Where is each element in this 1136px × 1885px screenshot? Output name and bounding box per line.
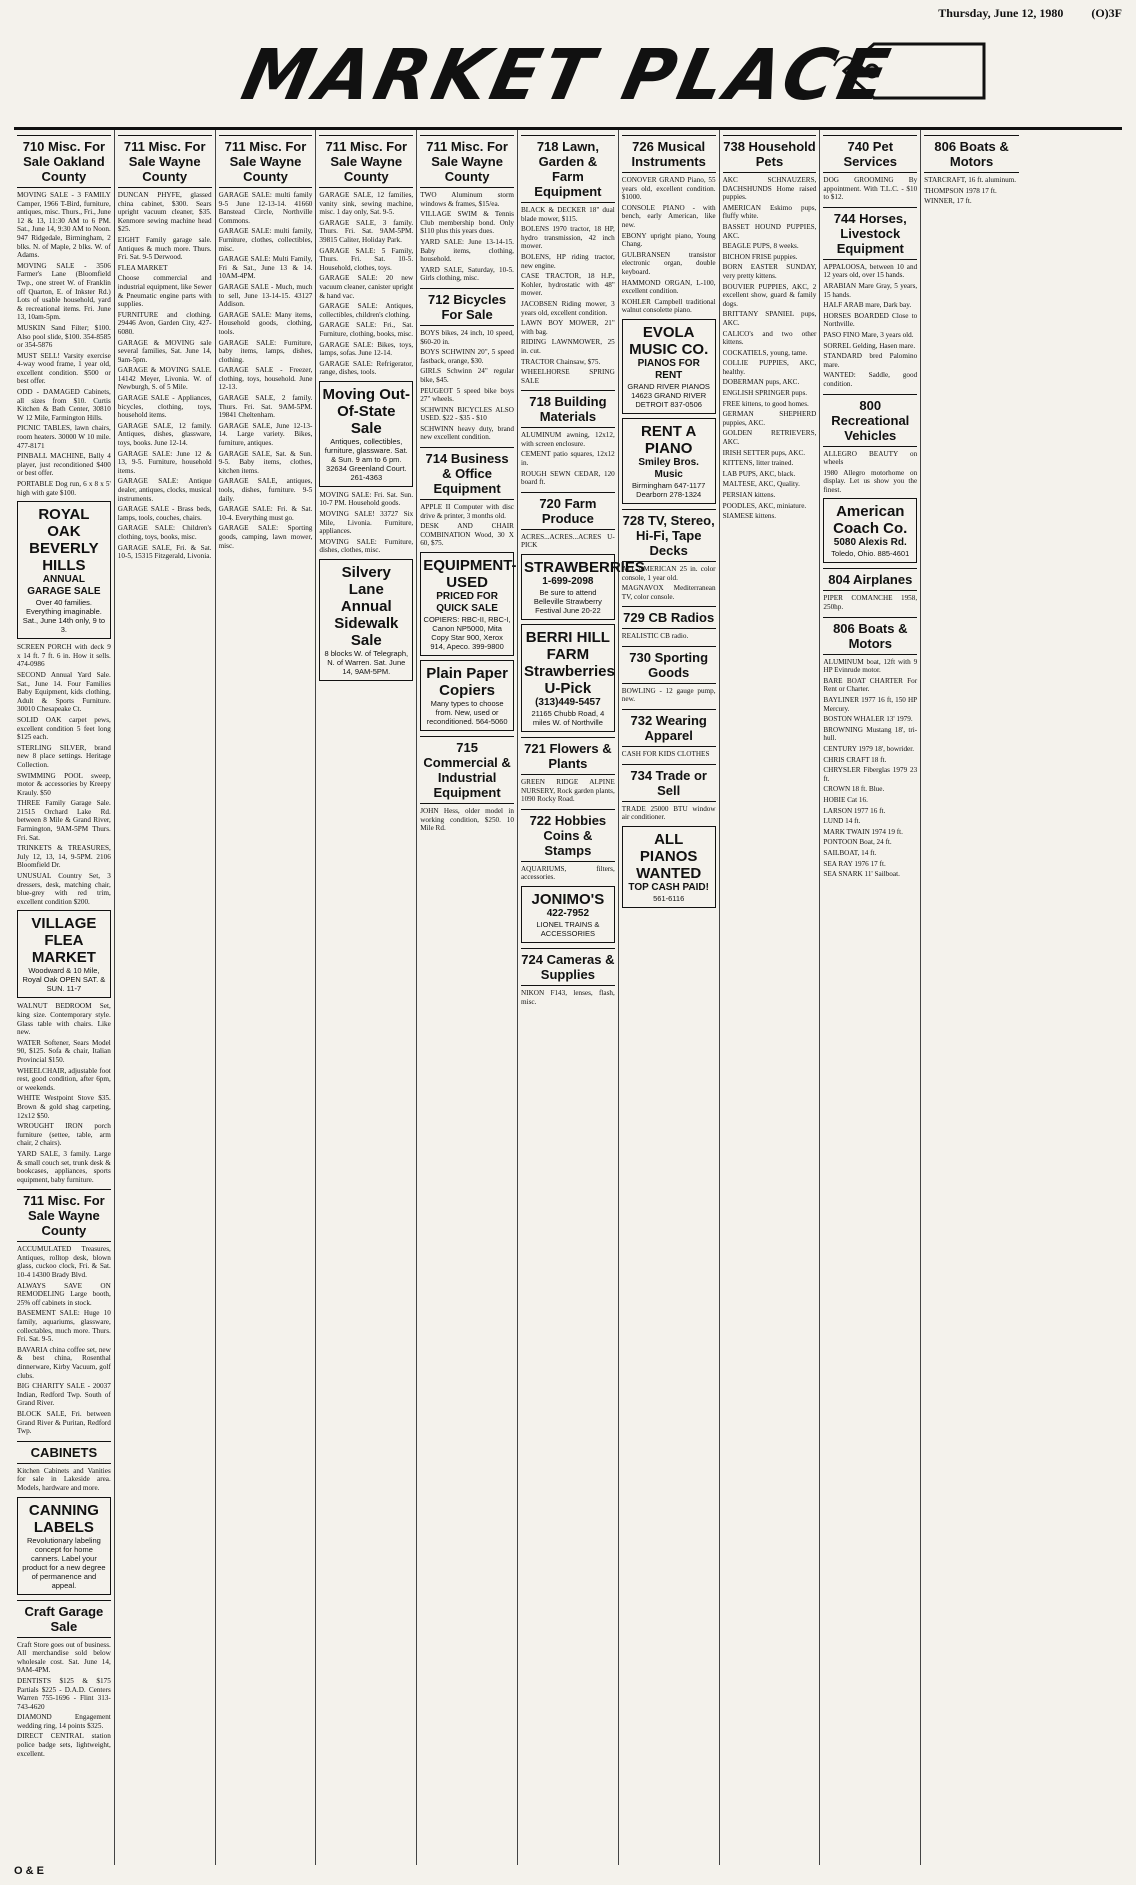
classified-ad: IRISH SETTER pups, AKC.	[722, 448, 806, 457]
classified-ad: PICNIC TABLES, lawn chairs, room heaters. 30000 W 10 mile. 477-8171	[17, 424, 111, 450]
classified-ad: GARAGE SALE: Children's clothing, toys, books, misc.	[117, 524, 212, 541]
classified-ad: MOVING SALE! 33727 Six Mile, Livonia. Furniture, appliances.	[319, 510, 414, 536]
classified-ad: SWIMMING POOL sweep, motor & accessories by Kreepy Krauly. $50	[17, 771, 111, 797]
section-header: 806 Boats & Motors	[823, 617, 917, 655]
column-1	[14, 130, 115, 1865]
classified-ad: APPLE II Computer with disc drive & printer, 3 months old.	[420, 503, 514, 520]
display-ad-med: (313)449-5457	[535, 697, 601, 709]
classified-ad: GOLDEN RETRIEVERS, AKC.	[722, 429, 817, 447]
classified-ad: GARAGE SALE: Sporting goods, camping, lawn mower, misc.	[218, 524, 313, 550]
classified-ad: CROWN 18 ft. Blue.	[823, 785, 885, 794]
classified-ad: GARAGE SALE, Fri. & Sat. 10-5, 15315 Fitzgerald, Livonia.	[117, 543, 212, 561]
classified-ad: THREE Family Garage Sale. 21515 Orchard Lake Rd. between 8 Mile & Grand River, Farmington, 9AM-5PM Thurs. Fri. Sat.	[17, 799, 111, 842]
classified-ad: ROUGH SEWN CEDAR, 120 board ft.	[520, 469, 615, 487]
classified-ad: WROUGHT IRON porch furniture (settee, table, arm chair, 2 chairs).	[17, 1122, 111, 1148]
classified-ad: BOSTON WHALER 13' 1979.	[823, 715, 913, 724]
classified-ad: GARAGE SALE: 5 Family, Thurs. Fri. Sat. 10-5. Household, clothes, toys.	[319, 246, 414, 272]
classified-ad: GARAGE SALE: Bikes, toys, lamps, sofas. June 12-14.	[319, 340, 414, 358]
section-header: 711 Misc. For Sale Wayne County	[319, 135, 413, 188]
classified-ad: GARAGE SALE: Fri., Sat. Furniture, clothing, books, misc.	[319, 321, 414, 338]
display-ad-sm: 561-6116	[653, 893, 685, 903]
display-ad-sm: 21165 Chubb Road, 4 miles W. of Northville	[531, 709, 605, 728]
classified-ad: MUST SELL! Varsity exercise 4-way wood frame, 1 year old, excellent condition. $500 or best offer.	[17, 351, 111, 386]
classified-ad: BRITTANY SPANIEL pups, AKC.	[722, 310, 817, 327]
price-tag-icon	[834, 36, 994, 106]
classified-ad: DIRECT CENTRAL station police badge sets, lightweight, excellent.	[17, 1732, 111, 1758]
classified-ad: MOVING SALE - 3 FAMILY Camper, 1966 T-Bird, furniture, antiques, misc. Thurs., Fri., June 12 & 13, 11:30 AM to 6 PM. Sat., June 14, 9:30 AM to Noon. 947 Ridgedale, Birmingham, 2 blks. N. of Maple, 2 blks. W. of Adams.	[17, 191, 111, 260]
classified-ad: GARAGE SALE: Many items, Household goods, clothing, tools.	[218, 310, 313, 336]
display-ad-big: Silvery Lane Annual Sidewalk Sale	[334, 564, 399, 650]
classified-ad: TWO Aluminum storm windows & frames, $15/ea.	[420, 191, 514, 208]
display-ad-big: STRAWBERRIES	[523, 559, 645, 577]
display-ad-big: American Coach Co.	[833, 503, 908, 538]
classified-ad: WHEELHORSE SPRING SALE	[520, 368, 615, 385]
classified-ad: BOWLING - 12 gauge pump, new.	[621, 686, 716, 704]
classified-ad: CENTURY 1979 18', bowrider.	[823, 745, 915, 753]
column-9	[820, 130, 921, 1865]
display-ad-box	[622, 319, 716, 414]
classified-ad: GARAGE SALE - Appliances, bicycles, clothing, toys, household items.	[117, 394, 212, 420]
display-ad-sm: Antiques, collectibles, furniture, glassware. Sat. & Sun. 9 am to 6 pm. 32634 Greenland Court. 261-4363	[324, 436, 408, 482]
classified-ad: PASO FINO Mare, 3 years old.	[823, 330, 914, 339]
display-ad-med: 5080 Alexis Rd.	[833, 537, 907, 549]
classified-ad: BASEMENT SALE: Huge 10 family, aquariums, glassware, collectables, much more. Thurs. Fri. Sat. 9-5.	[17, 1309, 111, 1344]
column-8	[720, 130, 821, 1865]
classified-ad: GARAGE SALE: 20 new vacuum cleaner, canister upright & hand vac.	[319, 274, 414, 300]
classified-ad: BIG CHARITY SALE - 20037 Indian, Redford Twp. South of Grand River.	[17, 1382, 111, 1408]
classified-ad: PORTABLE Dog run, 6 x 8 x 5' high with gate $100.	[17, 480, 111, 497]
classified-ad: BLOCK SALE, Fri. between Grand River & Puritan, Redford Twp.	[17, 1409, 111, 1436]
classified-ad: GARAGE SALE, antiques, tools, dishes, furniture. 9-5 daily.	[218, 477, 313, 503]
classified-ad: ACRES...ACRES...ACRES U-PICK	[520, 532, 615, 550]
classified-ad: GARAGE SALE: Furniture, baby items, lamps, dishes, clothing.	[218, 338, 313, 364]
classified-ad: ALL-AMERICAN 25 in. color console, 1 year old.	[621, 564, 716, 582]
classified-ad: ARABIAN Mare Gray, 5 years, 15 hands.	[823, 281, 918, 299]
classified-ad: LARSON 1977 16 ft.	[823, 806, 886, 815]
classified-ad: MALTESE, AKC, Quality.	[722, 480, 800, 489]
classified-ad: SOLID OAK carpet pews, excellent condition 5 feet long $125 each.	[17, 715, 111, 742]
section-header: 720 Farm Produce	[521, 492, 615, 530]
classified-ad: HOBIE Cat 16.	[823, 795, 868, 804]
display-ad-big: RENT A PIANO	[641, 422, 697, 457]
classified-ad: EBONY upright piano, Young Chang.	[621, 231, 716, 249]
display-ad-med: ANNUAL GARAGE SALE	[27, 574, 101, 598]
display-ad-box	[521, 624, 615, 732]
classified-ad: CASE TRACTOR, 18 H.P., Kohler, hydrostatic with 48" mower.	[520, 272, 615, 298]
display-ad-sm: Birmingham 647-1177 Dearborn 278-1324	[632, 480, 706, 499]
section-header: 711 Misc. For Sale Wayne County	[219, 135, 313, 188]
classified-ad: GARAGE SALE, 2 family. Thurs. Fri. Sat. 9AM-5PM. 19841 Cheltenham.	[218, 394, 313, 420]
classified-ad: SIAMESE kittens.	[722, 512, 777, 521]
classified-ad: APPALOOSA, between 10 and 12 years old, over 15 hands.	[823, 262, 918, 280]
classified-ad: RIDING LAWNMOWER, 25 in. cut.	[520, 338, 615, 355]
display-ad-big: VILLAGE FLEA MARKET	[31, 915, 97, 967]
display-ad-box	[420, 660, 514, 731]
masthead-title: MARKET PLACE	[235, 33, 901, 116]
classified-ad: GARAGE SALE: Multi Family, Fri & Sat., June 13 & 14. 10AM-4PM.	[218, 255, 313, 281]
classified-ad: CONOVER GRAND Piano, 55 years old, excellent condition. $1000.	[621, 176, 716, 202]
classified-ad: PERSIAN kittens.	[722, 491, 776, 499]
classified-ad: YARD SALE, 3 family. Large & small couch set, trunk desk & bookcases, appliances, sports equipment, baby furniture.	[17, 1149, 111, 1184]
section-header: 712 Bicycles For Sale	[420, 288, 514, 326]
classified-ad: ALUMINUM awning, 12x12, with screen enclosure.	[520, 431, 615, 448]
classified-ad: WANTED: Saddle, good condition.	[823, 371, 918, 388]
display-ad-sm: Be sure to attend Belleville Strawberry Festival June 20-22	[533, 588, 602, 616]
display-ad-box	[521, 886, 615, 943]
classified-ad: VILLAGE SWIM & Tennis Club membership bond. Only $110 plus this years dues.	[420, 210, 514, 236]
column-5	[417, 130, 518, 1865]
classified-ad: KOHLER Campbell traditional walnut consolette piano.	[621, 297, 716, 315]
display-ad-big: Plain Paper Copiers	[426, 665, 508, 700]
display-ad-sm: COPIERS: RBC-II, RBC-I, Canon NP5000, Mita Copy Star 900, Xerox 914, Apeco. 399-9800	[423, 615, 511, 652]
classified-ad: GARAGE SALE: multi family, Furniture, clothes, collectibles, misc.	[218, 227, 313, 253]
section-header: 804 Airplanes	[823, 568, 917, 591]
classified-ad: STERLING SILVER, brand new 8 place settings. Heritage Collection.	[17, 743, 111, 769]
classified-ad: ALLEGRO BEAUTY on wheels	[823, 449, 918, 467]
classified-ad: CALICO's and two other kittens.	[722, 329, 817, 347]
classified-ad: AMERICAN Eskimo pups, fluffy white.	[722, 203, 817, 221]
display-ad-big: ALL PIANOS WANTED	[636, 830, 702, 882]
display-ad-med: PRICED FOR QUICK SALE	[436, 591, 498, 615]
classified-ad: AQUARIUMS, filters, accessories.	[520, 864, 615, 882]
classified-ad: TRINKETS & TREASURES, July 12, 13, 14, 9-5PM. 2106 Bloomfield Dr.	[17, 844, 111, 870]
classified-ad: MARK TWAIN 1974 19 ft.	[823, 827, 903, 836]
display-ad-med: 422-7952	[546, 908, 590, 919]
classified-columns	[14, 130, 1122, 1865]
classified-ad: GARAGE SALE: Fri. & Sat. 10-4. Everything must go.	[218, 505, 313, 522]
classified-ad: GERMAN SHEPHERD puppies, AKC.	[722, 410, 817, 427]
classified-ad: BOYS SCHWINN 20", 5 speed fastback, orange, $30.	[420, 348, 514, 365]
section-header: 740 Pet Services	[823, 135, 917, 173]
top-line	[14, 6, 1122, 22]
classified-ad: STARCRAFT, 16 ft. aluminum.	[924, 176, 1017, 184]
display-ad-big: ROYAL OAK BEVERLY HILLS	[29, 506, 99, 575]
classified-ad: WALNUT BEDROOM Set, king size. Contemporary style. Glass table with chairs. Like new.	[17, 1002, 111, 1037]
display-ad-box	[17, 501, 111, 639]
classified-ad: FREE kittens, to good homes.	[722, 399, 809, 408]
display-ad-box	[622, 418, 716, 504]
section-header: 711 Misc. For Sale Wayne County	[118, 135, 212, 188]
classified-ad: FLEA MARKET	[117, 263, 168, 272]
classified-ad: WATER Softener, Sears Model 90, $125. Sofa & chair, Italian Provincial $150.	[17, 1038, 111, 1064]
display-ad-sm: LIONEL TRAINS & ACCESSORIES	[536, 920, 600, 938]
display-ad-big: EQUIPMENT-USED	[423, 557, 517, 592]
column-6	[518, 130, 645, 1865]
section-header: 728 TV, Stereo, Hi-Fi, Tape Decks	[622, 509, 716, 562]
classified-ad: Kitchen Cabinets and Vanities for sale in Lakeside area. Models, hardware and more.	[17, 1466, 111, 1492]
classified-ad: BASSET HOUND PUPPIES, AKC.	[722, 222, 817, 240]
classified-ad: SEA SNARK 11' Sailboat.	[823, 870, 900, 879]
section-header: CABINETS	[17, 1441, 111, 1464]
classified-ad: YARD SALE: June 13-14-15. Baby items, clothing, household.	[420, 237, 514, 264]
classified-ad: 1980 Allegro motorhome on display. Let us show you the finest.	[823, 468, 918, 494]
display-ad-big: EVOLA MUSIC CO.	[629, 323, 709, 358]
classified-ad: ODD - DAMAGED Cabinets, all sizes from $10. Curtis Kitchen & Bath Center, 30810 W 12 Mile, Farmington Hills.	[17, 388, 111, 422]
classified-ad: GARAGE SALE - Freezer, clothing, toys, household. June 12-13.	[218, 366, 313, 392]
display-ad-big: BERRI HILL FARM Strawberries U-Pick	[523, 629, 615, 698]
classified-ad: CONSOLE PIANO - with bench, early American, like new.	[621, 203, 716, 229]
classified-ad: GARAGE & MOVING SALE. 14142 Meyer, Livonia. W. of Newburgh, S. of 5 Mile.	[117, 366, 212, 392]
classified-ad: Craft Store goes out of business. All merchandise sold below wholesale cost. Sat. June 14, 9AM-4PM.	[17, 1640, 111, 1675]
classified-ad: SECOND Annual Yard Sale. Sat., June 14. Four Families Baby Equipment, kids clothing, Adult & Sports Furniture. 30010 Chesapeake Ct.	[17, 670, 111, 714]
classified-ad: BORN EASTER SUNDAY, very pretty kittens.	[722, 263, 817, 280]
section-header: 710 Misc. For Sale Oakland County	[17, 135, 111, 188]
section-header: 806 Boats & Motors	[924, 135, 1019, 173]
classified-ad: BAYLINER 1977 16 ft, 150 HP Mercury.	[823, 696, 918, 713]
classified-ad: DIAMOND Engagement wedding ring, 14 points $325.	[17, 1713, 111, 1730]
classified-ad: SCHWINN heavy duty, brand new excellent condition.	[420, 424, 514, 442]
classified-ad: FURNITURE and clothing. 29446 Avon, Garden City, 427-6080.	[117, 310, 212, 336]
column-4	[316, 130, 417, 1865]
classified-ad: CASH FOR KIDS CLOTHES	[621, 750, 710, 759]
classified-ad: PINBALL MACHINE, Bally 4 player, just reconditioned $400 or best offer.	[17, 452, 111, 478]
classified-ad: HORSES BOARDED Close to Northville.	[823, 311, 918, 329]
classified-ad: NIKON F143, lenses, flash, misc.	[520, 989, 615, 1006]
classified-ad: REALISTIC CB radio.	[621, 632, 689, 641]
page-code: (O)3F	[1091, 6, 1122, 20]
classified-ad: GARAGE SALE: Refrigerator, range, dishes, tools.	[319, 359, 414, 377]
classified-ad: KITTENS, litter trained.	[722, 459, 794, 468]
classified-ad: ALWAYS SAVE ON REMODELING Large booth, 25% off cabinets in stock.	[17, 1281, 111, 1307]
section-header: 738 Household Pets	[723, 135, 817, 173]
classified-ad: ENGLISH SPRINGER pups.	[722, 389, 808, 398]
classified-ad: GARAGE SALE, June 12-13-14. Large variety. Bikes, furniture, antiques.	[218, 421, 313, 448]
classified-ad: DENTISTS $125 & $175 Partials $225 - D.A.D. Centers Warren 755-1696 - Flint 313-743-4620	[17, 1676, 111, 1711]
column-3	[216, 130, 317, 1865]
classified-ad: MUSKIN Sand Filter; $100. Also pool slide, $100. 354-8585 or 354-5876	[17, 323, 111, 350]
classified-ad: GARAGE SALE: Antiques, collectibles, children's clothing.	[319, 302, 414, 319]
classified-ad: LAB PUPS, AKC, black.	[722, 469, 796, 478]
classified-ad: GIRLS Schwinn 24" regular bike, $45.	[420, 367, 514, 384]
section-header: 726 Musical Instruments	[622, 135, 716, 173]
section-header: 711 Misc. For Sale Wayne County	[420, 135, 514, 188]
section-header: 722 Hobbies Coins & Stamps	[521, 809, 615, 862]
classified-ad: BLACK & DECKER 18" dual blade mower, $115.	[520, 206, 615, 223]
classified-ad: BOYS bikes, 24 inch, 10 speed, $60-20 in.	[420, 328, 514, 346]
classified-ad: BARE BOAT CHARTER For Rent or Charter.	[823, 676, 918, 694]
classified-ad: WHEELCHAIR, adjustable foot rest, good condition, after 6pm, or weekends.	[17, 1066, 111, 1092]
classified-ad: SCREEN PORCH with deck 9 x 14 ft. 7 ft. 6 in. How it sells. 474-0986	[17, 643, 111, 669]
classified-ad: MOVING SALE - 3506 Farmer's Lane (Bloomfield Twp., one street W. of Franklin off Quarton, E. of Inkster Rd.) Lots of usable household, yard & recreational items. Fri. June 13, 10am-5pm.	[17, 261, 111, 322]
classified-ad: MOVING SALE: Fri. Sat. Sun. 10-7 PM. Household goods.	[319, 490, 414, 508]
classified-ad: CHRYSLER Fiberglas 1979 23 ft.	[823, 766, 918, 783]
classified-ad: Choose commercial and industrial equipment, like Sewer & Pneumatic engine parts with supplies.	[117, 274, 212, 309]
classified-ad: JOHN Hess, older model in working condition, $250. 10 Mile Rd.	[420, 807, 514, 833]
issue-date: Thursday, June 12, 1980	[938, 6, 1064, 20]
display-ad-big: CANNING LABELS	[28, 1501, 99, 1536]
display-ad-box	[319, 381, 413, 487]
classified-ad: BEAGLE PUPS, 8 weeks.	[722, 242, 799, 251]
display-ad-box	[622, 826, 716, 908]
display-ad-sm: Over 40 families. Everything imaginable. Sat., June 14th only, 9 to 3.	[22, 598, 106, 635]
classified-ad: GARAGE SALE: June 12 & 13, 9-5. Furniture, household items.	[117, 449, 212, 475]
classified-ad: BOLENS, HP riding tractor, new engine.	[520, 252, 615, 270]
classified-ad: CHRIS CRAFT 18 ft.	[823, 755, 887, 764]
classified-ad: PONTOON Boat, 24 ft.	[823, 838, 892, 847]
classified-ad: GARAGE SALE, 12 family. Antiques, dishes, glassware, toys, books. June 12-14.	[117, 421, 212, 448]
section-header: 714 Business & Office Equipment	[420, 447, 514, 500]
classified-ad: YARD SALE, Saturday, 10-5. Girls clothing, misc.	[420, 265, 514, 283]
classified-ad: COLLIE PUPPIES, AKC, healthy.	[722, 359, 817, 376]
classified-ad: GARAGE SALE, 12 families, vanity sink, sewing machine, misc. 1 day only, Sat. 9-5.	[319, 191, 414, 217]
section-header: 718 Building Materials	[521, 390, 615, 428]
section-header: 732 Wearing Apparel	[622, 709, 716, 747]
masthead	[14, 22, 1122, 130]
classified-ad: GREEN RIDGE ALPINE NURSERY, Rock garden plants, 1090 Rocky Road.	[520, 778, 615, 804]
display-ad-med: PIANOS FOR RENT	[637, 357, 700, 381]
display-ad-box	[521, 554, 645, 620]
column-2	[115, 130, 216, 1865]
classified-ad: PEUGEOT 5 speed bike boys 27" wheels.	[420, 386, 514, 404]
classified-ad: THOMPSON 1978 17 ft.	[924, 186, 997, 195]
section-header: Craft Garage Sale	[17, 1600, 111, 1638]
classified-ad: WINNER, 17 ft.	[924, 197, 972, 206]
display-ad-sm: Woodward & 10 Mile, Royal Oak OPEN SAT. & SUN. 11-7	[22, 966, 106, 994]
classified-ad: ALUMINUM boat, 12ft with 9 HP Evinrude motor.	[823, 657, 918, 675]
classified-ad: STANDARD bred Palomino mare.	[823, 352, 918, 369]
classified-ad: MOVING SALE: Furniture, dishes, clothes, misc.	[319, 537, 414, 555]
classified-ad: GARAGE & MOVING sale several families, Sat. June 14, 9am-5pm.	[117, 338, 212, 364]
section-header: 734 Trade or Sell	[622, 764, 716, 802]
display-ad-sm: Many types to choose from. New, used or reconditioned. 564-5060	[426, 699, 508, 727]
classified-ad: GARAGE SALE, 3 family. Thurs. Fri. Sat. 9AM-5PM. 39815 Caliter, Holiday Park.	[319, 218, 414, 244]
display-ad-sm: 8 blocks W. of Telegraph, N. of Warren. Sat. June 14, 9AM-5PM.	[324, 649, 409, 677]
classified-ad: LUND 14 ft.	[823, 817, 861, 826]
classified-ad: BAVARIA china coffee set, new & best china, Rosenthal dinnerware, Kirby Vacuum, golf clubs.	[17, 1345, 111, 1380]
section-header: 744 Horses, Livestock Equipment	[823, 207, 917, 260]
display-ad-box	[420, 552, 517, 656]
classified-ad: DOBERMAN pups, AKC.	[722, 378, 800, 387]
classified-ad: SEA RAY 1976 17 ft.	[823, 859, 886, 868]
display-ad-sm: GRAND RIVER PIANOS 14623 GRAND RIVER DETROIT 837-0506	[627, 381, 710, 409]
classified-ad: CEMENT patio squares, 12x12 in.	[520, 450, 615, 468]
classified-ad: BROWNING Mustang 18', tri-hull.	[823, 725, 918, 743]
classified-ad: GULBRANSEN transistor electronic organ, double keyboard.	[621, 250, 716, 276]
classified-ad: COCKATIELS, young, tame.	[722, 348, 808, 357]
classified-ad: GARAGE SALE - Brass beds, lamps, tools, couches, chairs.	[117, 505, 212, 522]
display-ad-big: Moving Out-Of-State Sale	[322, 385, 411, 437]
classified-ad: SORREL Gelding, Hasen mare.	[823, 341, 916, 350]
section-header: 724 Cameras & Supplies	[521, 948, 615, 986]
classified-ad: GARAGE SALE: multi family 9-5 June 12-13-14. 41660 Banstead Circle, Northville Commons.	[218, 191, 313, 225]
classified-ad: DOG GROOMING By appointment. With T.L.C. - $10 to $12.	[823, 176, 918, 202]
classified-ad: GARAGE SALE: Antique dealer, antiques, clocks, musical instruments.	[117, 477, 212, 503]
column-7	[619, 130, 720, 1865]
classified-ad: HAMMOND ORGAN, L-100, excellent condition.	[621, 278, 716, 296]
classified-ad: TRACTOR Chainsaw, $75.	[520, 357, 601, 366]
classified-ad: EIGHT Family garage sale. Antiques & much more. Thurs. Fri. Sat. 9-5 Derwood.	[117, 235, 212, 262]
section-header: 729 CB Radios	[622, 606, 716, 629]
display-ad-med: Smiley Bros. Music	[638, 456, 699, 480]
section-header: 721 Flowers & Plants	[521, 737, 615, 775]
classified-ad: POODLES, AKC, miniature.	[722, 501, 807, 510]
classified-ad: DESK AND CHAIR COMBINATION Wood, 30 X 60, $75.	[420, 522, 514, 548]
section-header: 800 Recreational Vehicles	[823, 394, 917, 447]
classified-ad: GARAGE SALE - Much, much to sell, June 13-14-15. 43127 Addison.	[218, 282, 313, 309]
classified-ad: HALF ARAB mare, Dark bay.	[823, 301, 912, 310]
classified-ad: DUNCAN PHYFE, glassed china cabinet, $300. Sears upright vacuum cleaner, $35. Kenmore sewing machine head $25.	[117, 191, 212, 234]
display-ad-box	[17, 910, 111, 998]
section-header: 718 Lawn, Garden & Farm Equipment	[521, 135, 615, 203]
classified-ad: AKC SCHNAUZERS, DACHSHUNDS Home raised puppies.	[722, 176, 817, 202]
display-ad-med: TOP CASH PAID!	[628, 881, 709, 893]
classified-ad: MAGNAVOX Mediterranean TV, color console.	[621, 584, 716, 601]
classified-ad: SAILBOAT, 14 ft.	[823, 848, 877, 857]
classified-ad: SCHWINN BICYCLES ALSO USED. $22 - $35 - $10	[420, 405, 514, 423]
display-ad-sm: Revolutionary labeling concept for home canners. Label your product for a new degree of permanence and appeal.	[22, 1535, 106, 1590]
display-ad-box	[17, 1497, 111, 1595]
column-10	[921, 130, 1022, 1865]
classified-ad: TRADE 25000 BTU window air conditioner.	[621, 804, 716, 822]
classified-ad: JACOBSEN Riding mower, 3 years old, excellent condition.	[520, 299, 615, 317]
display-ad-med: 1-699-2098	[542, 576, 594, 588]
section-header: 730 Sporting Goods	[622, 646, 716, 684]
classified-ad: ACCUMULATED Treasures, Antiques, rolltop desk, blown glass, cuckoo clock, Fri. & Sat. 10-4 14300 Brady Blvd.	[17, 1245, 111, 1280]
footer-label: O & E	[14, 1865, 44, 1877]
classified-ad: BICHON FRISE puppies.	[722, 252, 798, 261]
classified-ad: WHITE Westpoint Stove $35. Brown & gold shag carpeting, 12x12 $50.	[17, 1094, 111, 1120]
classified-ad: BOUVIER PUPPIES, AKC, 2 excellent show, guard & family dogs.	[722, 282, 817, 308]
section-header: 715 Commercial & Industrial Equipment	[420, 736, 514, 804]
classified-ad: LAWN BOY MOWER, 21" with bag.	[520, 319, 615, 336]
display-ad-box	[823, 498, 917, 563]
section-header: 711 Misc. For Sale Wayne County	[17, 1189, 111, 1242]
classified-ad: UNUSUAL Country Set, 3 dressers, desk, matching chair, blue-grey with red trim, excellent condition $200.	[17, 872, 111, 906]
classified-ad: GARAGE SALE, Sat. & Sun. 9-5. Baby items, clothes, kitchen items.	[218, 449, 313, 475]
classified-ad: BOLENS 1970 tractor, 18 HP, hydro transmission, 42 inch mower.	[520, 225, 615, 251]
display-ad-big: JONIMO'S	[531, 891, 605, 908]
classified-ad: PIPER COMANCHE 1958, 250hp.	[823, 594, 918, 612]
display-ad-box	[319, 559, 413, 681]
display-ad-sm: Toledo, Ohio. 885-4601	[831, 549, 910, 559]
